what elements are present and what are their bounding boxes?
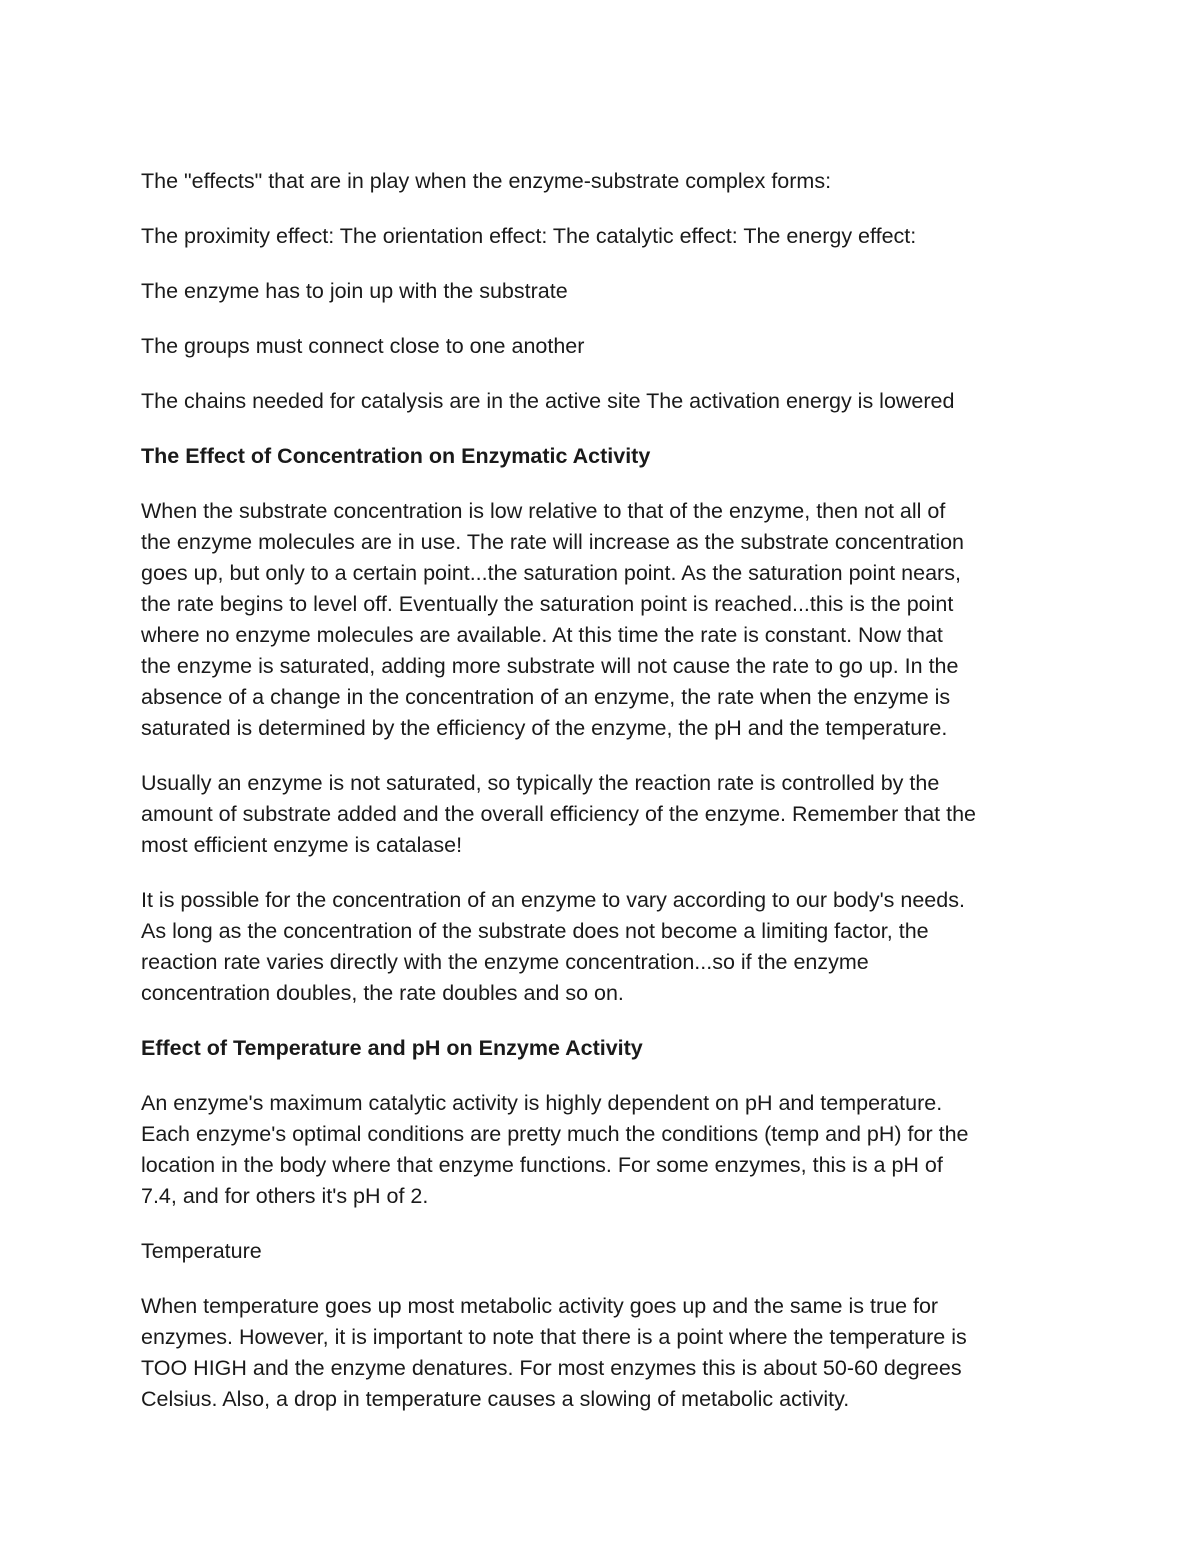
text-line: goes up, but only to a certain point...the saturation point. As the saturation point nears,	[141, 561, 961, 585]
text-line: It is possible for the concentration of an enzyme to vary according to our body's needs.	[141, 888, 965, 912]
section-heading-concentration: The Effect of Concentration on Enzymatic Activity	[141, 444, 651, 468]
text-line: Each enzyme's optimal conditions are pretty much the conditions (temp and pH) for the	[141, 1122, 969, 1146]
effects-line: The proximity effect: The orientation effect: The catalytic effect: The energy effect:	[141, 224, 917, 248]
text-line: Celsius. Also, a drop in temperature causes a slowing of metabolic activity.	[141, 1387, 850, 1411]
text-line: the enzyme molecules are in use. The rate will increase as the substrate concentration	[141, 530, 965, 554]
text-line: enzymes. However, it is important to note that there is a point where the temperature is	[141, 1325, 967, 1349]
text-line: absence of a change in the concentration of an enzyme, the rate when the enzyme is	[141, 685, 951, 709]
text-line: saturated is determined by the efficiency of the enzyme, the pH and the temperature.	[141, 716, 948, 740]
intro-line: The "effects" that are in play when the enzyme-substrate complex forms:	[141, 169, 832, 193]
text-line: most efficient enzyme is catalase!	[141, 833, 463, 857]
document-page	[141, 166, 1071, 1439]
text-line: TOO HIGH and the enzyme denatures. For most enzymes this is about 50-60 degrees	[141, 1356, 962, 1380]
temperature-paragraph	[141, 1291, 1071, 1415]
text-line: An enzyme's maximum catalytic activity is highly dependent on pH and temperature.	[141, 1091, 943, 1115]
text-line: reaction rate varies directly with the enzyme concentration...so if the enzyme	[141, 950, 869, 974]
text-line: amount of substrate added and the overall efficiency of the enzyme. Remember that the	[141, 802, 977, 826]
concentration-paragraph-1	[141, 496, 1071, 744]
text-line: Usually an enzyme is not saturated, so typically the reaction rate is controlled by the	[141, 771, 940, 795]
concentration-paragraph-3	[141, 885, 1071, 1009]
concentration-paragraph-2	[141, 768, 1071, 861]
text-line: location in the body where that enzyme functions. For some enzymes, this is a pH of	[141, 1153, 943, 1177]
section-heading-temperature-ph: Effect of Temperature and pH on Enzyme Activity	[141, 1036, 643, 1060]
catalytic-line: The chains needed for catalysis are in the active site The activation energy is lowered	[141, 389, 955, 413]
text-line: As long as the concentration of the substrate does not become a limiting factor, the	[141, 919, 929, 943]
text-line: When the substrate concentration is low relative to that of the enzyme, then not all of	[141, 499, 946, 523]
text-line: where no enzyme molecules are available. At this time the rate is constant. Now that	[141, 623, 943, 647]
text-line: 7.4, and for others it's pH of 2.	[141, 1184, 429, 1208]
proximity-line: The enzyme has to join up with the substrate	[141, 279, 568, 303]
text-line: concentration doubles, the rate doubles and so on.	[141, 981, 624, 1005]
temperature-ph-paragraph	[141, 1088, 1071, 1212]
text-line: the rate begins to level off. Eventually the saturation point is reached...this is the point	[141, 592, 954, 616]
orientation-line: The groups must connect close to one another	[141, 334, 585, 358]
temperature-subheading: Temperature	[141, 1239, 262, 1263]
text-line: the enzyme is saturated, adding more substrate will not cause the rate to go up. In the	[141, 654, 959, 678]
text-line: When temperature goes up most metabolic activity goes up and the same is true for	[141, 1294, 939, 1318]
